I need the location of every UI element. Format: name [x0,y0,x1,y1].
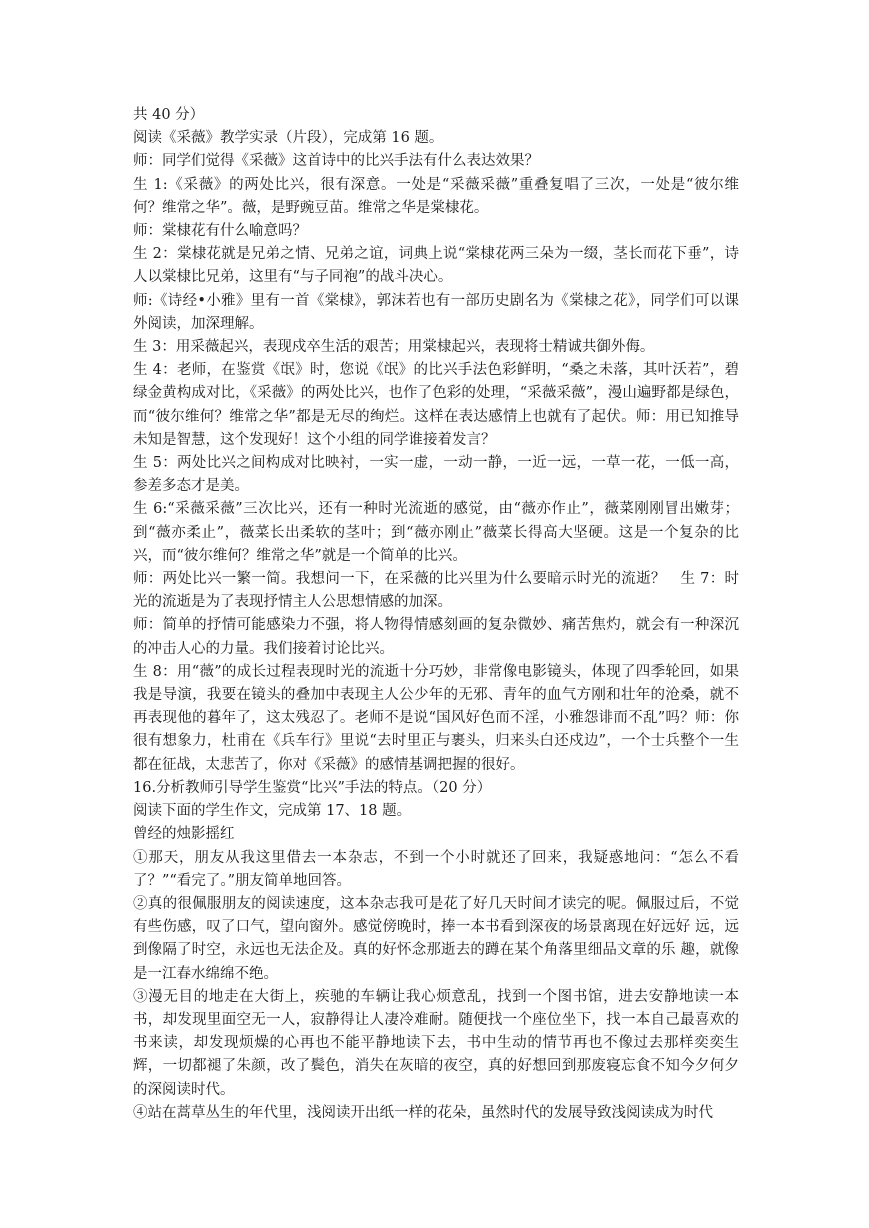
text-line-header: 共 40 分） [133,107,205,123]
reading-instruction: 阅读下面的学生作文，完成第 17、18 题。 [133,803,412,820]
essay-paragraph: ①那天，朋友从我这里借去一本杂志，不到一个小时就还了回来，我疑惑地问：“怎么不看了？”“看完了。”朋友简单地回答。 [133,849,739,889]
dialogue-line: 生 3：用采薇起兴，表现戍卒生活的艰苦；用棠棣起兴，表现将士精诚共御外侮。 [133,339,655,356]
essay-title: 曾经的烛影摇红 [133,826,235,843]
dialogue-line: 生 2：棠棣花就是兄弟之情、兄弟之谊，词典上说“棠棣花两三朵为一缀，茎长而花下垂”，诗人以棠棣比兄弟，这里有“与子同袍”的战斗决心。 [133,246,739,286]
dialogue-line: 师：棠棣花有什么喻意吗？ [133,223,307,240]
question-16: 16.分析教师引导学生鉴赏“比兴”手法的特点。（20 分） [133,779,492,796]
dialogue-line: 师:《诗经•小雅》里有一首《棠棣》，郭沫若也有一部历史剧名为《棠棣之花》，同学们可以课外阅读，加深理解。 [133,292,739,332]
dialogue-line: 生 5：两处比兴之间构成对比映衬，一实一虚，一动一静，一近一远，一草一花，一低一高，参差多态才是美。 [133,455,739,495]
essay-paragraph: ②真的很佩服朋友的阅读速度，这本杂志我可是花了好几天时间才读完的呢。佩服过后，不觉有些伤感，叹了口气，望向窗外。感觉傍晚时，捧一本书看到深夜的场景离现在好远好 远，远到像隔了时空，永远也无法企及。真的好怀念那逝去的蹲在某个角落里细品文章的乐 趣，就像是一江春水绵绵不绝。 [133,895,739,982]
dialogue-line: 生 4：老师，在鉴赏《氓》时，您说《氓》的比兴手法色彩鲜明，“桑之未落，其叶沃若”，碧绿金黄构成对比，《采薇》的两处比兴，也作了色彩的处理，“采薇采薇”，漫山遍野都是绿色，而“彼尔维何？维常之华”都是无尽的绚烂。这样在表达感情上也就有了起伏。师：用已知推导未知是智慧，这个发现好！这个小组的同学谁接着发言？ [133,362,739,448]
dialogue-line: 师：同学们觉得《采薇》这首诗中的比兴手法有什么表达效果？ [133,153,539,170]
essay-paragraph: ④站在蒿草丛生的年代里，浅阅读开出纸一样的花朵，虽然时代的发展导致浅阅读成为时代 [133,1104,713,1121]
dialogue-line: 生 8：用“薇”的成长过程表现时光的流逝十分巧妙，非常像电影镜头，体现了四季轮回，如果我是导演，我要在镜头的叠加中表现主人公少年的无邪、青年的血气方刚和壮年的沧桑，就不再表现他的暮年了，这太残忍了。老师不是说“国风好色而不淫，小雅怨诽而不乱”吗？师：你很有想象力，杜甫在《兵车行》里说“去时里正与裹头，归来头白还戍边”，一个士兵整个一生都在征战，太悲苦了，你对《采薇》的感情基调把握的很好。 [133,663,739,773]
dialogue-line: 师：简单的抒情可能感染力不强，将人物得情感刻画的复杂微妙、痛苦焦灼，就会有一种深沉的冲击人心的力量。我们接着讨论比兴。 [133,617,739,657]
document-page [133,104,739,1125]
dialogue-line: 生 1:《采薇》的两处比兴，很有深意。一处是“采薇采薇”重叠复唱了三次，一处是“彼尔维何？维常之华”。薇，是野豌豆苗。维常之华是棠棣花。 [133,176,739,216]
essay-paragraph: ③漫无目的地走在大街上，疾驰的车辆让我心烦意乱，找到一个图书馆，进去安静地读一本书，却发现里面空无一人，寂静得让人凄冷难耐。随便找一个座位坐下，找一本自己最喜欢的书来读，却发现烦燥的心再也不能平静地读下去，书中生动的情节再也不像过去那样奕奕生辉，一切都褪了朱颜，改了鬓色，消失在灰暗的夜空，真的好想回到那废寝忘食不知今夕何夕的深阅读时代。 [133,988,739,1098]
dialogue-line: 生 6:“采薇采薇”三次比兴，还有一种时光流逝的感觉，由“薇亦作止”，薇菜刚刚冒出嫩芽；到“薇亦柔止”，薇菜长出柔软的茎叶；到“薇亦刚止”薇菜长得高大坚硬。这是一个复杂的比兴，而“彼尔维何？维常之华”就是一个简单的比兴。 [133,501,739,564]
reading-instruction: 阅读《采薇》教学实录（片段），完成第 16 题。 [133,130,444,147]
dialogue-line: 师：两处比兴一繁一简。我想问一下，在采薇的比兴里为什么要暗示时光的流逝？ 生 7：时光的流逝是为了表现抒情主人公思想情感的加深。 [133,571,739,611]
